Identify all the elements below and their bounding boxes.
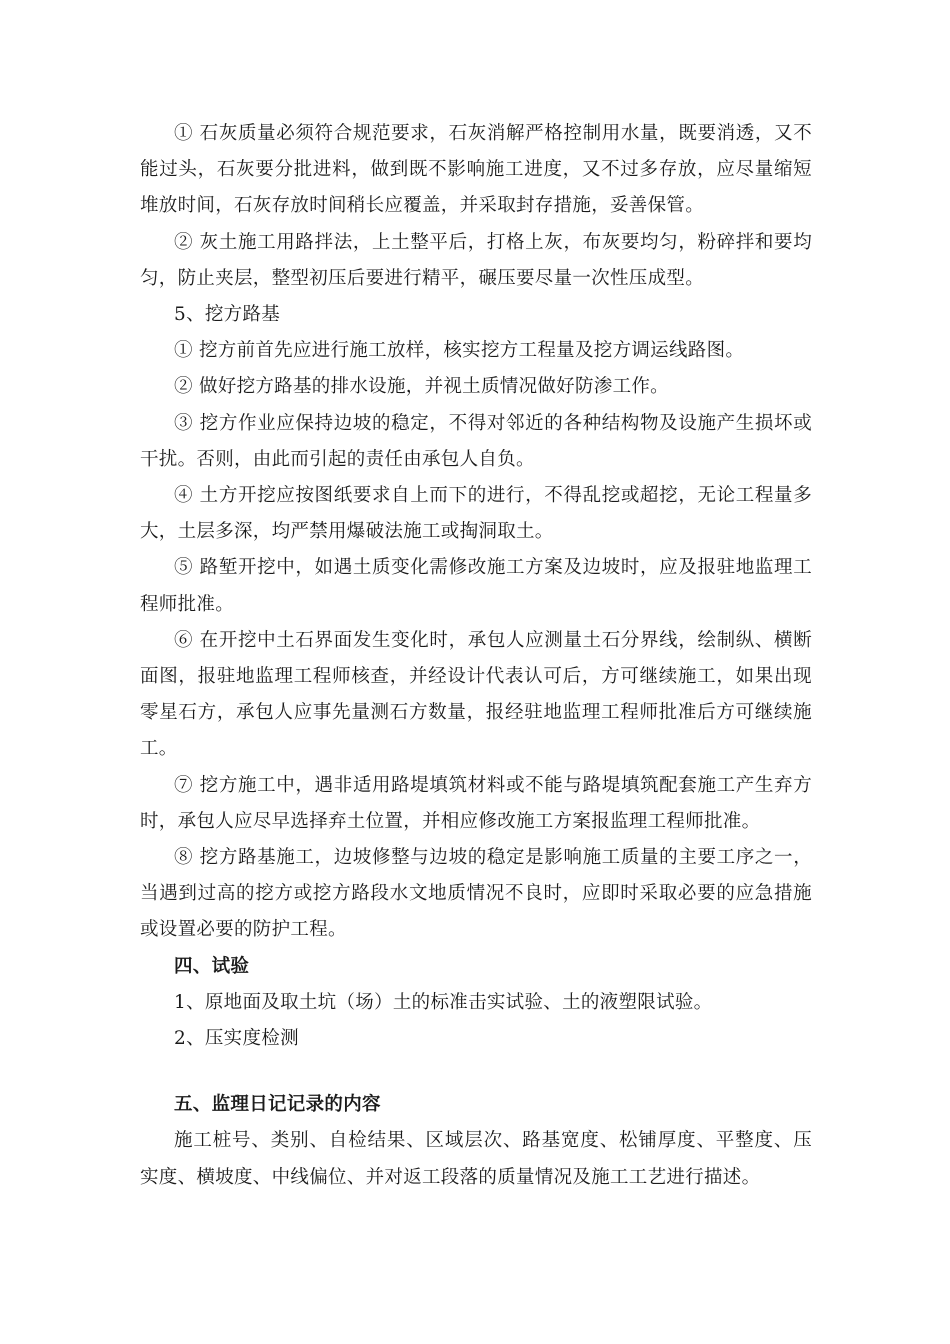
paragraph-slope-trimming: ⑧ 挖方路基施工，边坡修整与边坡的稳定是影响施工质量的主要工序之一，当遇到过高的挖方或挖方路段水文地质情况不良时，应即时采取必要的应急措施或设置必要的防护工程。 [140, 847, 812, 941]
paragraph-lime-soil-mixing: ② 灰土施工用路拌法，上土整平后，打格上灰，布灰要均匀，粉碎拌和要均匀，防止夹层，整型初压后要进行精平，碾压要尽量一次性压成型。 [140, 231, 812, 289]
paragraph-lime-quality: ① 石灰质量必须符合规范要求，石灰消解严格控制用水量，既要消透，又不能过头，石灰要分批进料，做到既不影响施工进度，又不过多存放，应尽量缩短堆放时间，石灰存放时间稍长应覆盖，并采取封存措施，妥善保管。 [140, 123, 812, 217]
paragraph-spoil-material: ⑦ 挖方施工中，遇非适用路堤填筑材料或不能与路堤填筑配套施工产生弃方时，承包人应尽早选择弃土位置，并相应修改施工方案报监理工程师批准。 [140, 774, 812, 832]
paragraph-soil-rock-interface: ⑥ 在开挖中土石界面发生变化时，承包人应测量土石分界线，绘制纵、横断面图，报驻地监理工程师核查，并经设计代表认可后，方可继续施工，如果出现零星石方，承包人应事先量测石方数量，报经驻地监理工程师批准后方可继续施工。 [140, 629, 812, 760]
section-heading-supervision-log: 五、监理日记记录的内容 [174, 1094, 381, 1116]
paragraph-compaction-test: 1、原地面及取土坑（场）土的标准击实试验、土的液塑限试验。 [174, 991, 713, 1013]
subsection-heading-excavation: 5、挖方路基 [174, 304, 281, 326]
section-gap [140, 1057, 812, 1087]
paragraph-drainage: ② 做好挖方路基的排水设施，并视土质情况做好防渗工作。 [174, 376, 669, 398]
paragraph-cutting-changes: ⑤ 路堑开挖中，如遇土质变化需修改施工方案及边坡时，应及报驻地监理工程师批准。 [140, 557, 812, 615]
section-heading-testing: 四、试验 [174, 955, 250, 977]
paragraph-excavation-layout: ① 挖方前首先应进行施工放样，核实挖方工程量及挖方调运线路图。 [174, 340, 745, 362]
paragraph-log-contents: 施工桩号、类别、自检结果、区域层次、路基宽度、松铺厚度、平整度、压实度、横坡度、中线偏位、并对返工段落的质量情况及施工工艺进行描述。 [140, 1130, 812, 1188]
document-body [140, 116, 812, 1196]
paragraph-top-down-excavation: ④ 土方开挖应按图纸要求自上而下的进行，不得乱挖或超挖，无论工程量多大，土层多深，均严禁用爆破法施工或掏洞取土。 [140, 485, 812, 543]
paragraph-compaction-check: 2、压实度检测 [174, 1028, 299, 1050]
paragraph-slope-stability: ③ 挖方作业应保持边坡的稳定，不得对邻近的各种结构物及设施产生损坏或干扰。否则，由此而引起的责任由承包人自负。 [140, 412, 812, 470]
